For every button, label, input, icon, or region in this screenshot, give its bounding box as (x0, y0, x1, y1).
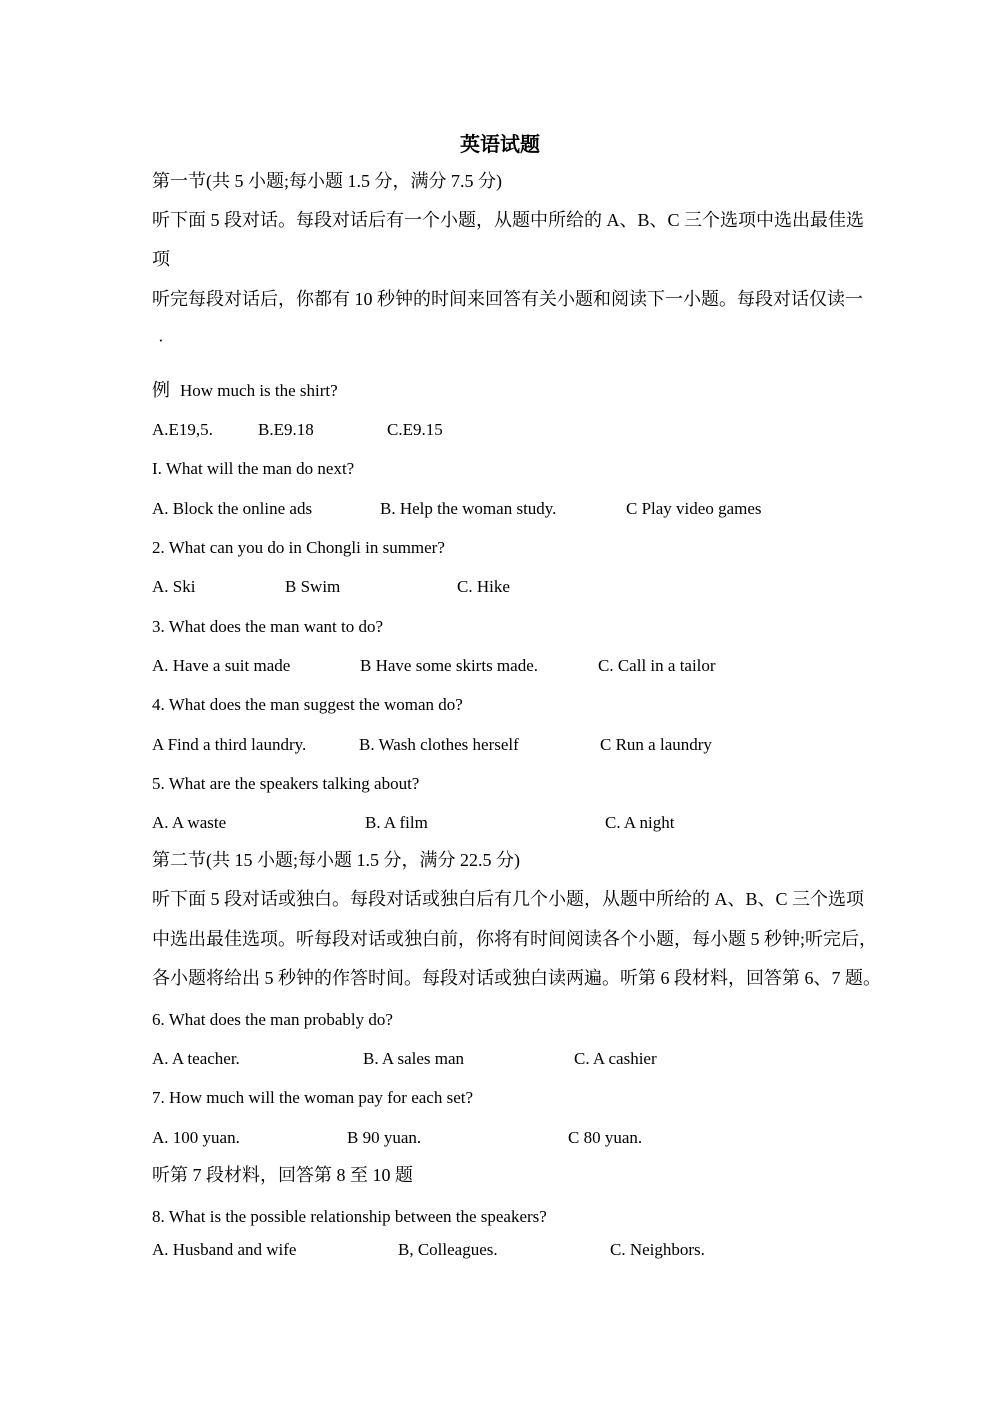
question-6-option-a: A. A teacher. (152, 1049, 240, 1068)
question-8-option-c: C. Neighbors. (610, 1240, 705, 1259)
example-option-b: B.E9.18 (258, 420, 314, 439)
example-question-text: How much is the shirt? (180, 381, 338, 400)
part1-intro-line1: 听下面 5 段对话。每段对话后有一个小题，从题中所给的 A、B、C 三个选项中选出最佳选 (152, 210, 865, 230)
example-question (152, 379, 338, 402)
question-5-option-b: B. A film (365, 813, 428, 832)
part2-intro-line2: 中选出最佳选项。听每段对话或独白前，你将有时间阅读各个小题，每小题 5 秒钟;听完后， (152, 929, 877, 949)
example-option-c: C.E9.15 (387, 420, 443, 439)
page-title: 英语试题 (460, 134, 540, 156)
question-3-option-b: B Have some skirts made. (360, 656, 538, 675)
question-6: 6. What does the man probably do? (152, 1010, 393, 1029)
question-3: 3. What does the man want to do? (152, 617, 384, 636)
question-2-option-b: B Swim (285, 577, 341, 596)
part1-intro-line4-dot: · (158, 331, 164, 350)
question-7-option-c: C 80 yuan. (568, 1128, 643, 1147)
question-1: I. What will the man do next? (152, 459, 355, 478)
example-prefix: 例 (152, 380, 170, 400)
question-1-option-a: A. Block the online ads (152, 499, 313, 518)
part2-intro-line1: 听下面 5 段对话或独白。每段对话或独白后有几个小题，从题中所给的 A、B、C 三个选项 (152, 889, 865, 909)
part1-heading: 第一节(共 5 小题;每小题 1.5 分，满分 7.5 分) (152, 171, 502, 191)
question-5: 5. What are the speakers talking about? (152, 774, 420, 793)
question-2-option-a: A. Ski (152, 577, 196, 596)
question-5-option-a: A. A waste (152, 813, 227, 832)
part1-intro-line3: 听完每段对话后，你都有 10 秒钟的时间来回答有关小题和阅读下一小题。每段对话仅读一 (152, 289, 863, 309)
part2-intro-line3: 各小题将给出 5 秒钟的作答时间。每段对话或独白读两遍。听第 6 段材料，回答第 6、7 题。 (152, 968, 881, 988)
question-1-option-b: B. Help the woman study. (380, 499, 557, 518)
question-1-option-c: C Play video games (626, 499, 762, 518)
question-7-option-b: B 90 yuan. (347, 1128, 422, 1147)
question-4-option-a: A Find a third laundry. (152, 735, 307, 754)
question-3-option-a: A. Have a suit made (152, 656, 291, 675)
question-4: 4. What does the man suggest the woman do? (152, 695, 463, 714)
question-4-option-b: B. Wash clothes herself (359, 735, 519, 754)
question-2-option-c: C. Hike (457, 577, 510, 596)
question-7: 7. How much will the woman pay for each set? (152, 1088, 474, 1107)
question-4-option-c: C Run a laundry (600, 735, 712, 754)
question-2: 2. What can you do in Chongli in summer? (152, 538, 445, 557)
question-8-option-a: A. Husband and wife (152, 1240, 297, 1259)
question-6-option-c: C. A cashier (574, 1049, 657, 1068)
question-3-option-c: C. Call in a tailor (598, 656, 716, 675)
question-6-option-b: B. A sales man (363, 1049, 465, 1068)
part1-intro-line2: 项 (152, 249, 170, 269)
question-5-option-c: C. A night (605, 813, 675, 832)
question-8: 8. What is the possible relationship between the speakers? (152, 1207, 547, 1226)
part2-material-note: 听第 7 段材料，回答第 8 至 10 题 (152, 1165, 413, 1185)
example-option-a: A.E19,5. (152, 420, 213, 439)
question-8-option-b: B, Colleagues. (398, 1240, 498, 1259)
part2-heading: 第二节(共 15 小题;每小题 1.5 分，满分 22.5 分) (152, 850, 520, 870)
question-7-option-a: A. 100 yuan. (152, 1128, 240, 1147)
